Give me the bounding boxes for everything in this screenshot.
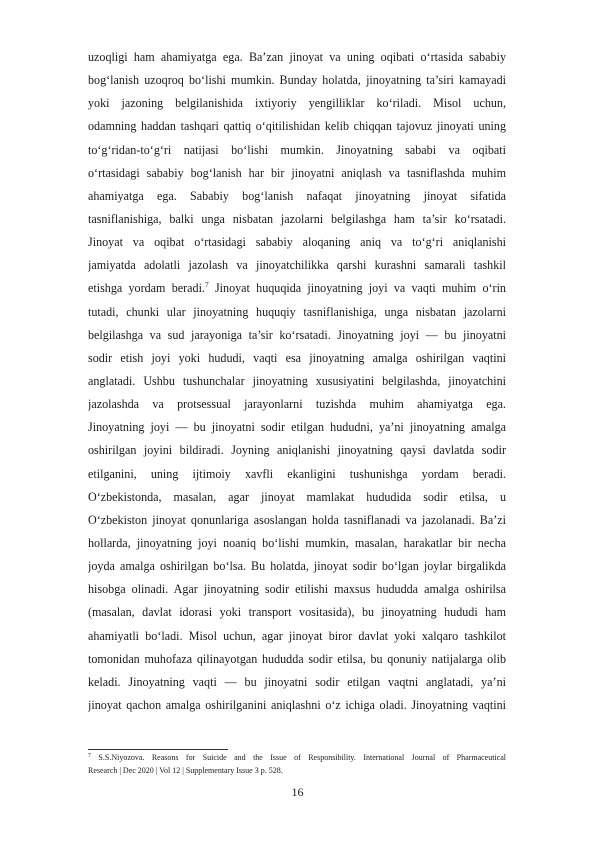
- text-line: hollarda, jinoyatning joyi noaniq bo‘lishi mumkin, masalan, harakatlar bir necha: [88, 535, 506, 550]
- body-paragraph: [88, 46, 506, 741]
- text-line: jinoyat qachon amalga oshirilganini aniqlashni o‘z ichiga oladi. Jinoyatning vaqtini: [88, 697, 506, 712]
- text-line: tomonidan muhofaza qilinayotgan hududda sodir etilsa, bu qonuniy natijalarga olib: [88, 651, 506, 666]
- text-line: odamning haddan tashqari qattiq o‘qitilishidan kelib chiqqan tajovuz jinoyati uning: [88, 119, 506, 134]
- footnote-line-2: Research | Dec 2020 | Vol 12 | Supplementary Issue 3 p. 528.: [88, 765, 283, 775]
- text-line: belgilashga va sud jarayoniga ta’sir ko‘rsatadi. Jinoyatning joyi — bu jinoyatni: [88, 327, 506, 342]
- footnote-separator: [88, 749, 228, 750]
- text-line: hisobga olinadi. Agar jinoyatning sodir etilishi maxsus hududda amalga oshirilsa: [88, 582, 506, 597]
- text-line: keladi. Jinoyatning vaqti — bu jinoyatni sodir etilgan vaqtni anglatadi, ya’ni: [88, 674, 506, 689]
- text-line: uzoqligi ham ahamiyatga ega. Ba’zan jinoyat va uning oqibati o‘rtasida sababiy: [88, 50, 506, 64]
- text-line: oshirilgan joyini bildiradi. Joyning aniqlanishi jinoyatning qaysi davlatda sodir: [88, 443, 506, 458]
- text-line: (masalan, davlat idorasi yoki transport vositasida), bu jinoyatning hududi ham: [88, 605, 506, 620]
- text-line: to‘g‘ridan-to‘g‘ri natijasi bo‘lishi mumkin. Jinoyatning sababi va oqibati: [88, 142, 506, 157]
- text-line: joyda amalga oshirilgan bo‘lsa. Bu holatda, jinoyat sodir bo‘lgan joylar birgalikda: [88, 559, 506, 574]
- footnote-line-1: [88, 752, 506, 765]
- footnote-marker: 7: [88, 753, 91, 759]
- text-line: Jinoyat va oqibat o‘rtasidagi sababiy aloqaning aniq va to‘g‘ri aniqlanishi: [88, 235, 506, 250]
- page-number: 16: [291, 785, 304, 799]
- footnote-text-1: S.S.Niyozova. Reasons for Suicide and the Issue of Responsibility. International Journal of Pharmaceutical: [91, 753, 506, 762]
- text-line: O‘zbekiston jinoyat qonunlariga asoslangan holda tasniflanadi va jazolanadi. Ba’zi: [88, 512, 506, 527]
- text-line: jazolashda va protsessual jarayonlarni tuzishda muhim ahamiyatga ega.: [88, 397, 506, 412]
- footnote-reference: 7: [204, 280, 209, 290]
- text-line: tasniflanishiga, balki unga nisbatan jazolarni belgilashga ham ta’sir ko‘rsatadi.: [88, 211, 506, 226]
- text-line-part: etishga yordam beradi.: [88, 281, 205, 296]
- text-line: jamiyatda adolatli jazolash va jinoyatchilikka qarshi kurashni samarali tashkil: [88, 258, 506, 273]
- text-line: o‘rtasidagi sababiy bog‘lanish har bir jinoyatni aniqlash va tasniflashda muhim: [88, 165, 506, 180]
- text-line: ahamiyatli bo‘ladi. Misol uchun, agar jinoyat biror davlat yoki xalqaro tashkilot: [88, 628, 506, 643]
- text-line-part: Jinoyat huquqida jinoyatning joyi va vaqti muhim o‘rin: [208, 281, 506, 296]
- text-line: anglatadi. Ushbu tushunchalar jinoyatning xususiyatini belgilashda, jinoyatchini: [88, 373, 506, 388]
- text-line: Jinoyatning joyi — bu jinoyatni sodir etilgan hududni, ya’ni jinoyatning amalga: [88, 420, 506, 435]
- text-line: bog‘lanish uzoqroq bo‘lishi mumkin. Bunday holatda, jinoyatning ta’siri kamayadi: [88, 73, 506, 88]
- text-line: [88, 277, 506, 300]
- text-line: etilganini, uning ijtimoiy xavfli ekanligini tushunishga yordam beradi.: [88, 466, 506, 481]
- text-line: O‘zbekistonda, masalan, agar jinoyat mamlakat hududida sodir etilsa, u: [88, 489, 506, 504]
- text-line: ahamiyatga ega. Sababiy bog‘lanish nafaqat jinoyatning jinoyat sifatida: [88, 188, 506, 203]
- text-line: sodir etish joyi yoki hududi, vaqti esa jinoyatning amalga oshirilgan vaqtini: [88, 350, 506, 365]
- footnote: [88, 752, 506, 777]
- text-line: tutadi, chunki ular jinoyatning huquqiy tasniflanishiga, unga nisbatan jazolarni: [88, 304, 506, 319]
- text-line: yoki jazoning belgilanishida ixtiyoriy yengilliklar ko‘riladi. Misol uchun,: [88, 96, 506, 111]
